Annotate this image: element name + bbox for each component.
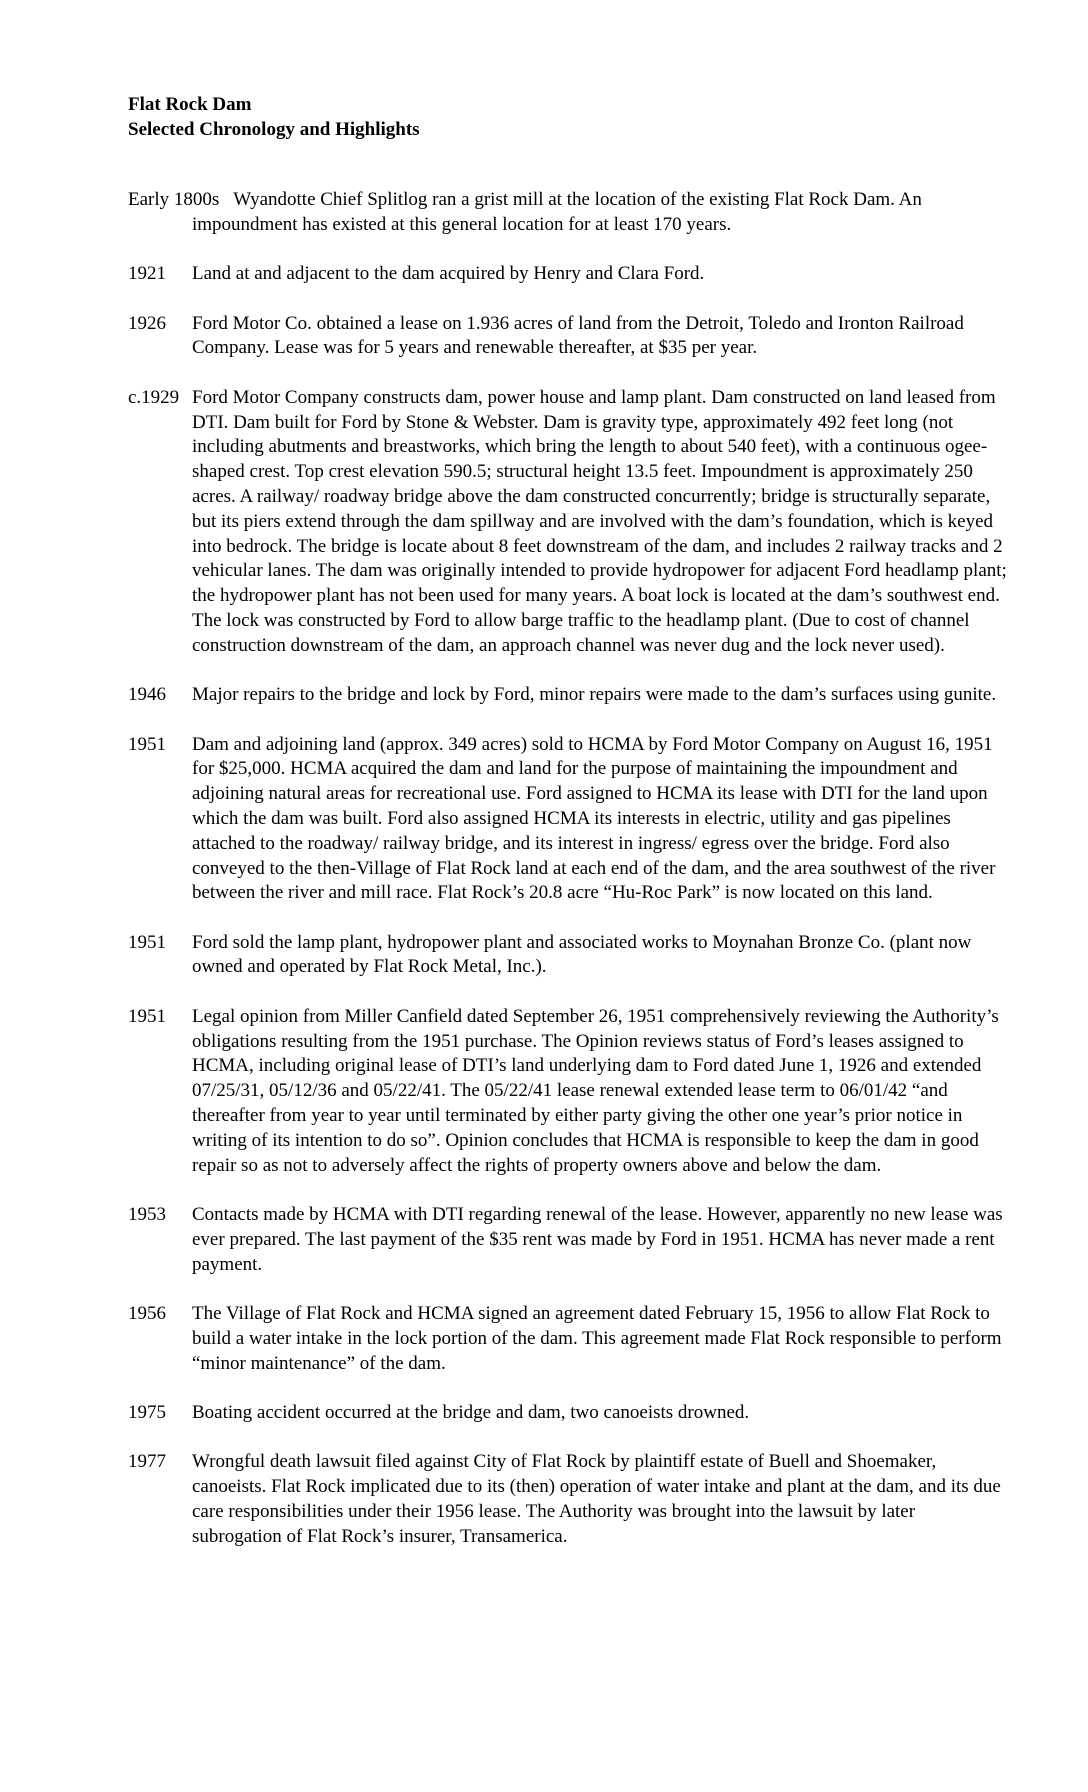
entry-date: c.1929 [128,386,180,408]
chronology-entry [128,1005,1008,1179]
entry-text: Dam and adjoining land (approx. 349 acres) sold to HCMA by Ford Motor Company on August 16, 1951 for $25,000. HCMA acquired the dam and land for the purpose of maintaining the impoundment and adjoining natural areas for recreational use. Ford assigned to HCMA its lease with DTI for the land upon which the dam was built. Ford also assigned HCMA its interests in electric, utility and gas pipelines attached to the roadway/ railway bridge, and its interest in ingress/ egress over the bridge. Ford also conveyed to the then-Village of Flat Rock land at each end of the dam, and the area southwest of the river between the river and mill race. Flat Rock’s 20.8 acre “Hu-Roc Park” is now located on this land. [192,733,996,904]
entry-date: 1956 [128,1303,166,1325]
entry-text: Wrongful death lawsuit filed against City of Flat Rock by plaintiff estate of Buell and Shoemaker, canoeists. Flat Rock implicated due to its (then) operation of water intake and plant at the dam, and its due care responsibilities under their 1956 lease. The Authority was brought into the lawsuit by later subrogation of Flat Rock’s insurer, Transamerica. [192,1451,1001,1547]
entry-text: Contacts made by HCMA with DTI regarding renewal of the lease. However, apparently no new lease was ever prepared. The last payment of the $35 rent was made by Ford in 1951. HCMA has never made a rent payment. [192,1204,1003,1275]
document-heading [128,92,420,142]
entry-text: Ford Motor Co. obtained a lease on 1.936 acres of land from the Detroit, Toledo and Ironton Railroad Company. Lease was for 5 years and renewable thereafter, at $35 per year. [192,312,964,359]
chronology-entry [128,931,1008,981]
entry-text: Land at and adjacent to the dam acquired by Henry and Clara Ford. [192,263,705,285]
entry-date: 1977 [128,1451,166,1473]
document-title: Flat Rock Dam [128,94,252,115]
entry-text: Ford Motor Company constructs dam, power house and lamp plant. Dam constructed on land leased from DTI. Dam built for Ford by Stone & Webster. Dam is gravity type, approximately 492 feet long (not including abutments and breastworks, which bring the length to about 540 feet), with a continuous ogee-shaped crest. Top crest elevation 590.5; structural height 13.5 feet. Impoundment is approximately 250 acres. A railway/ roadway bridge above the dam constructed concurrently; bridge is structurally separate, but its piers extend through the dam spillway and are involved with the dam’s foundation, which is keyed into bedrock. The bridge is locate about 8 feet downstream of the dam, and includes 2 railway tracks and 2 vehicular lanes. The dam was originally intended to provide hydropower for adjacent Ford headlamp plant; the hydropower plant has not been used for many years. A boat lock is located at the dam’s southwest end. The lock was constructed by Ford to allow barge traffic to the headlamp plant. (Due to cost of channel construction downstream of the dam, an approach channel was never dug and the lock never used). [192,386,1007,656]
entry-text: Major repairs to the bridge and lock by Ford, minor repairs were made to the dam’s surfaces using gunite. [192,684,997,706]
entry-date: 1946 [128,684,166,706]
entry-text: Ford sold the lamp plant, hydropower plant and associated works to Moynahan Bronze Co. (plant now owned and operated by Flat Rock Metal, Inc.). [192,931,972,978]
chronology-entry [128,188,1008,238]
entry-date: 1926 [128,312,166,334]
entry-text: The Village of Flat Rock and HCMA signed an agreement dated February 15, 1956 to allow Flat Rock to build a water intake in the lock portion of the dam. This agreement made Flat Rock responsible to perform “minor maintenance” of the dam. [192,1303,1002,1374]
entry-date: Early 1800s [128,189,220,210]
chronology-entry [128,683,1008,708]
entry-text: Boating accident occurred at the bridge and dam, two canoeists drowned. [192,1402,750,1424]
chronology-entry [128,386,1008,659]
entry-date: 1951 [128,733,166,755]
entry-date: 1951 [128,1005,166,1027]
chronology-list [128,188,1008,1574]
entry-text: Legal opinion from Miller Canfield dated September 26, 1951 comprehensively reviewing the Authority’s obligations resulting from the 1951 purchase. The Opinion reviews status of Ford’s leases assigned to HCMA, including original lease of DTI’s land underlying dam to Ford dated June 1, 1926 and extended 07/25/31, 05/12/36 and 05/22/41. The 05/22/41 lease renewal extended lease term to 06/01/42 “and thereafter from year to year until terminated by either party giving the other one year’s prior notice in writing of its intention to do so”. Opinion concludes that HCMA is responsible to keep the dam in good repair so as not to adversely affect the rights of property owners above and below the dam. [192,1005,999,1176]
chronology-entry [128,1302,1008,1376]
document-subtitle: Selected Chronology and Highlights [128,119,420,140]
chronology-entry [128,1401,1008,1426]
entry-date: 1951 [128,931,166,953]
chronology-entry [128,312,1008,362]
chronology-entry [128,733,1008,907]
entry-date: 1975 [128,1402,166,1424]
chronology-entry [128,262,1008,287]
chronology-entry [128,1203,1008,1277]
entry-date: 1953 [128,1204,166,1226]
entry-date: 1921 [128,263,166,285]
entry-text: Wyandotte Chief Splitlog ran a grist mill at the location of the existing Flat Rock Dam. An impoundment has existed at this general location for at least 170 years. [192,189,922,235]
chronology-entry [128,1450,1008,1549]
